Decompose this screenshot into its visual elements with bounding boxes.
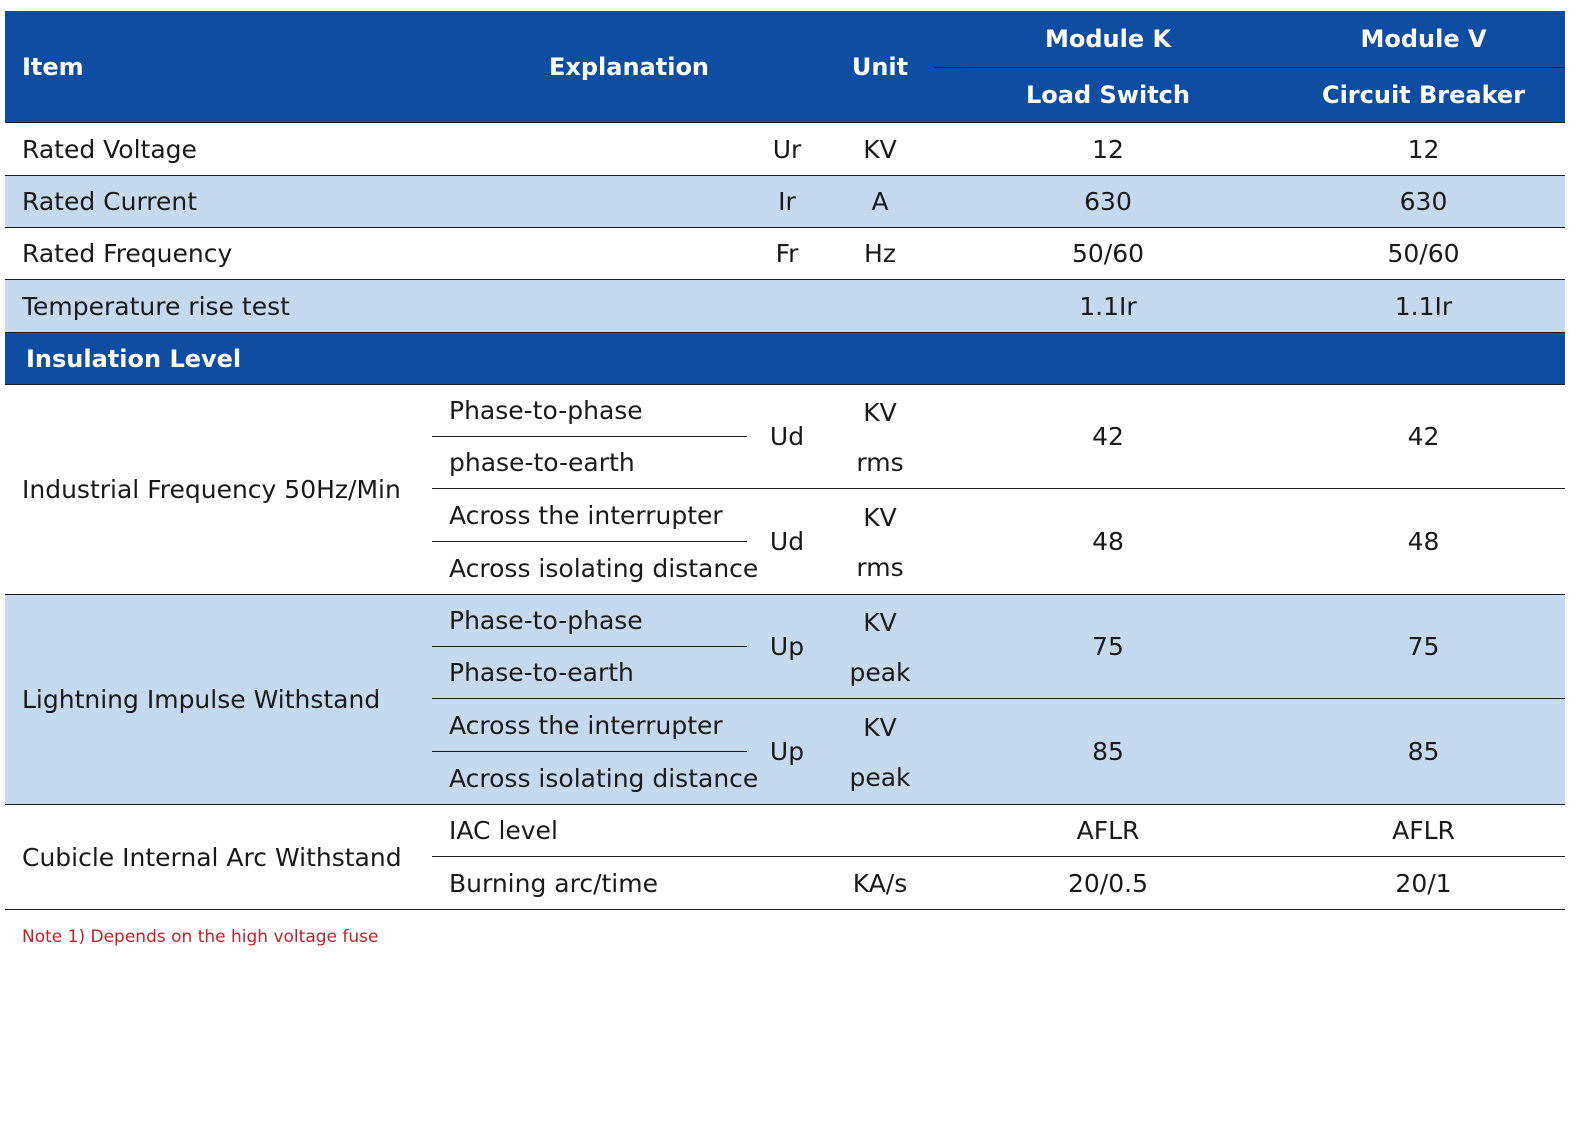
row-unit: KA/s [852, 868, 908, 898]
section-title-insulation: Insulation Level [26, 344, 242, 373]
group-value-k: 42 [1092, 422, 1124, 451]
group-value-k: 85 [1092, 737, 1124, 766]
row-symbol: Ir [778, 187, 796, 216]
sub-label: IAC level [449, 816, 558, 845]
group-unit: KV [863, 397, 897, 427]
group-label-arc: Cubicle Internal Arc Withstand [22, 842, 402, 872]
group-label-industrial: Industrial Frequency 50Hz/Min [22, 475, 401, 504]
row-value-k: 50/60 [1071, 239, 1145, 268]
group-unit: KV [863, 502, 897, 532]
header-unit: Unit [851, 52, 909, 81]
row-value-v: 630 [1399, 187, 1448, 216]
group-value-v: 48 [1407, 527, 1440, 556]
row-unit: A [871, 187, 889, 216]
sub-label: Phase-to-phase [449, 606, 643, 635]
row-value-v: AFLR [1392, 816, 1455, 845]
sub-label: Across the interrupter [449, 500, 723, 530]
footnote: Note 1) Depends on the high voltage fuse [22, 927, 379, 947]
row-value-v: 50/60 [1387, 239, 1460, 268]
sub-label: Phase-to-earth [449, 658, 634, 687]
row-value-k: 12 [1092, 134, 1124, 164]
group-unit: peak [849, 657, 911, 687]
group-value-v: 42 [1407, 422, 1440, 451]
group-symbol: Up [769, 632, 805, 661]
group-unit: rms [856, 447, 904, 477]
row-symbol: Ur [772, 134, 802, 164]
sub-label: Phase-to-phase [449, 396, 643, 425]
row-value-k: AFLR [1076, 816, 1140, 845]
sub-label: Burning arc/time [449, 868, 658, 898]
row-value-k: 1.1Ir [1079, 291, 1137, 321]
table-bottom-border [5, 909, 1565, 910]
group-symbol: Ud [769, 527, 805, 556]
row-value-v: 12 [1407, 134, 1440, 164]
group-value-v: 85 [1407, 737, 1440, 766]
group-symbol: Up [769, 737, 805, 766]
row-item-label: Temperature rise test [22, 291, 290, 321]
sub-label: Across isolating distance [449, 763, 759, 793]
row-unit: Hz [864, 239, 896, 268]
header-module-v-sub: Circuit Breaker [1321, 81, 1526, 109]
group-label-lightning: Lightning Impulse Withstand [22, 685, 381, 714]
group-unit: KV [863, 607, 897, 637]
row-item-label: Rated Frequency [22, 239, 233, 268]
sub-label: phase-to-earth [449, 448, 635, 477]
sub-label: Across the interrupter [449, 710, 723, 740]
row-unit: KV [863, 134, 897, 164]
group-unit: KV [863, 712, 897, 742]
group-unit: peak [849, 762, 911, 792]
group-unit: rms [856, 552, 904, 582]
sub-label: Across isolating distance [449, 553, 759, 583]
group-symbol: Ud [769, 422, 805, 451]
row-value-v: 1.1Ir [1394, 291, 1453, 321]
header-item: Item [22, 52, 84, 81]
spec-table [5, 11, 1565, 911]
row-item-label: Rated Current [22, 187, 198, 216]
row-value-v: 20/1 [1395, 868, 1452, 898]
row-value-k: 20/0.5 [1068, 868, 1148, 898]
row-value-k: 630 [1084, 187, 1132, 216]
row-item-label: Rated Voltage [22, 134, 197, 164]
header-module-k-sub: Load Switch [1026, 81, 1190, 109]
group-value-k: 75 [1092, 632, 1124, 661]
header-explanation: Explanation [548, 52, 710, 81]
row-symbol: Fr [775, 239, 799, 268]
header-module-v: Module V [1360, 25, 1487, 53]
group-value-v: 75 [1407, 632, 1440, 661]
group-value-k: 48 [1092, 527, 1124, 556]
header-module-k: Module K [1044, 25, 1172, 53]
